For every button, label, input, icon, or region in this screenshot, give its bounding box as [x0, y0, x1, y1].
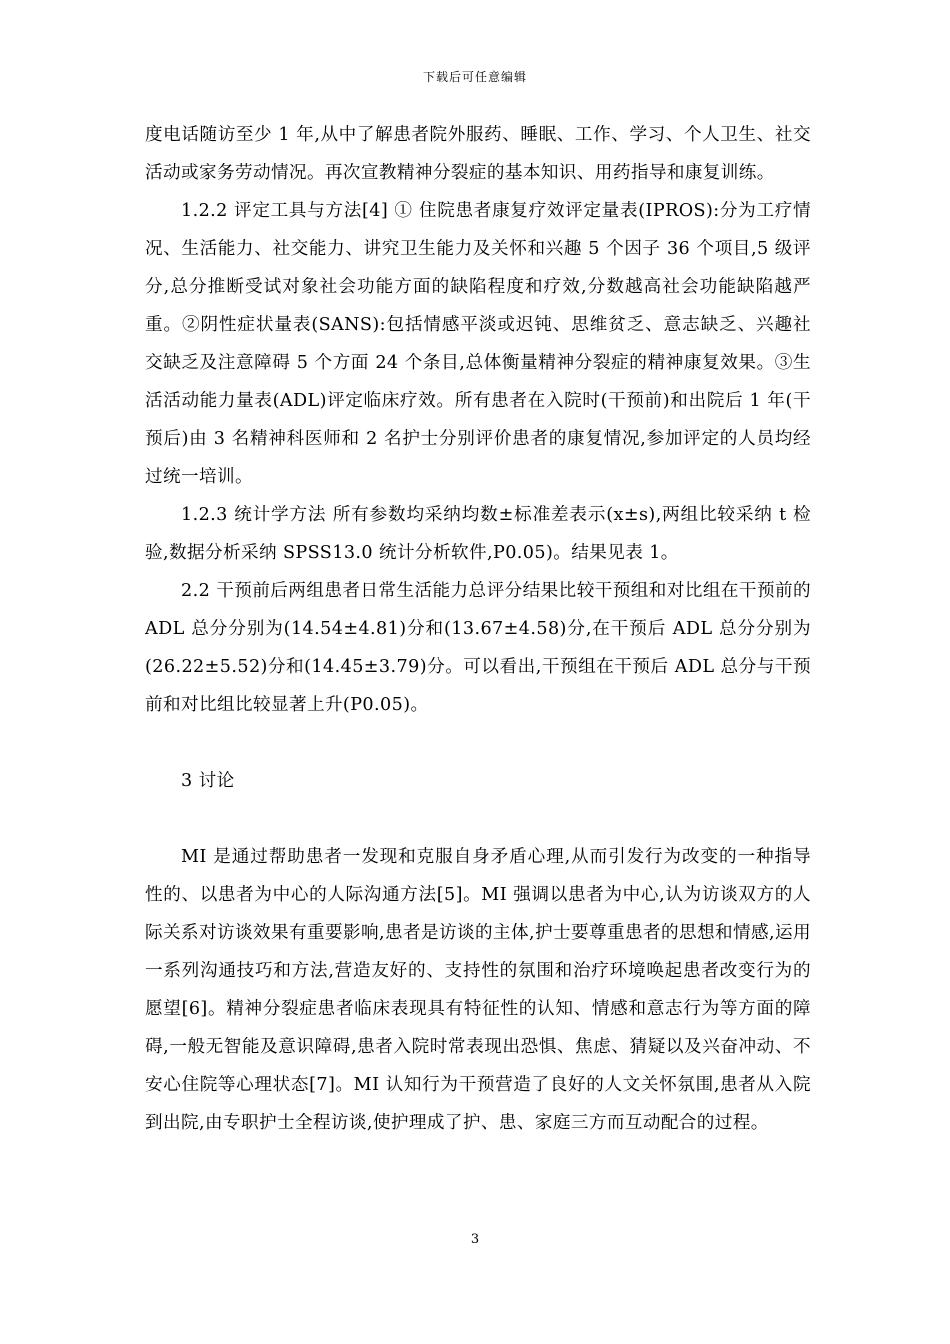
paragraph-discussion: MI 是通过帮助患者一发现和克服自身矛盾心理,从而引发行为改变的一种指导性的、以患者为中心的人际沟通方法[5]。MI 强调以患者为中心,认为访谈双方的人际关系对访谈效果有重要影响,患者是访谈的主体,护士要尊重患者的思想和情感,运用一系列沟通技巧和方法,营造友好的、支持性的氛围和治疗环境唤起患者改变行为的愿望[6]。精神分裂症患者临床表现具有特征性的认知、情感和意志行为等方面的障碍,一般无智能及意识障碍,患者入院时常表现出恐惧、焦虑、猜疑以及兴奋冲动、不安心住院等心理状态[7]。MI 认知行为干预营造了良好的人文关怀氛围,患者从入院到出院,由专职护士全程访谈,使护理成了护、患、家庭三方而互动配合的过程。: [145, 847, 811, 1133]
page-header: 下载后可任意编辑: [422, 70, 527, 84]
paragraph-statistics: 1.2.3 统计学方法 所有参数均采纳均数±标准差表示(x±s),两组比较采纳 t 检验,数据分析采纳 SPSS13.0 统计分析软件,P0.05)。结果见表 1。: [145, 505, 811, 563]
paragraph-followup: 度电话随访至少 1 年,从中了解患者院外服药、睡眠、工作、学习、个人卫生、社交活动或家务劳动情况。再次宣教精神分裂症的基本知识、用药指导和康复训练。: [145, 125, 811, 183]
paragraph-adl-results: 2.2 干预前后两组患者日常生活能力总评分结果比较干预组和对比组在干预前的 ADL 总分分别为(14.54±4.81)分和(13.67±4.58)分,在干预后 ADL 总分分别为(26.22±5.52)分和(14.45±3.79)分。可以看出,干预组在干预后 ADL 总分与干预前和对比组比较显著上升(P0.05)。: [145, 581, 811, 715]
page-number: 3: [470, 1232, 480, 1247]
section-heading-discussion: 3 讨论: [181, 771, 235, 791]
paragraph-assessment-tools: 1.2.2 评定工具与方法[4] ① 住院患者康复疗效评定量表(IPROS):分为工疗情况、生活能力、社交能力、讲究卫生能力及关怀和兴趣 5 个因子 36 个项目,5 级评分,总分推断受试对象社会功能方面的缺陷程度和疗效,分数越高社会功能缺陷越严重。②阴性症状量表(SANS):包括情感平淡或迟钝、思维贫乏、意志缺乏、兴趣社交缺乏及注意障碍 5 个方面 24 个条目,总体衡量精神分裂症的精神康复效果。③生活活动能力量表(ADL)评定临床疗效。所有患者在入院时(干预前)和出院后 1 年(干预后)由 3 名精神科医师和 2 名护士分别评价患者的康复情况,参加评定的人员均经过统一培训。: [145, 201, 811, 487]
document-body: [145, 116, 811, 1142]
